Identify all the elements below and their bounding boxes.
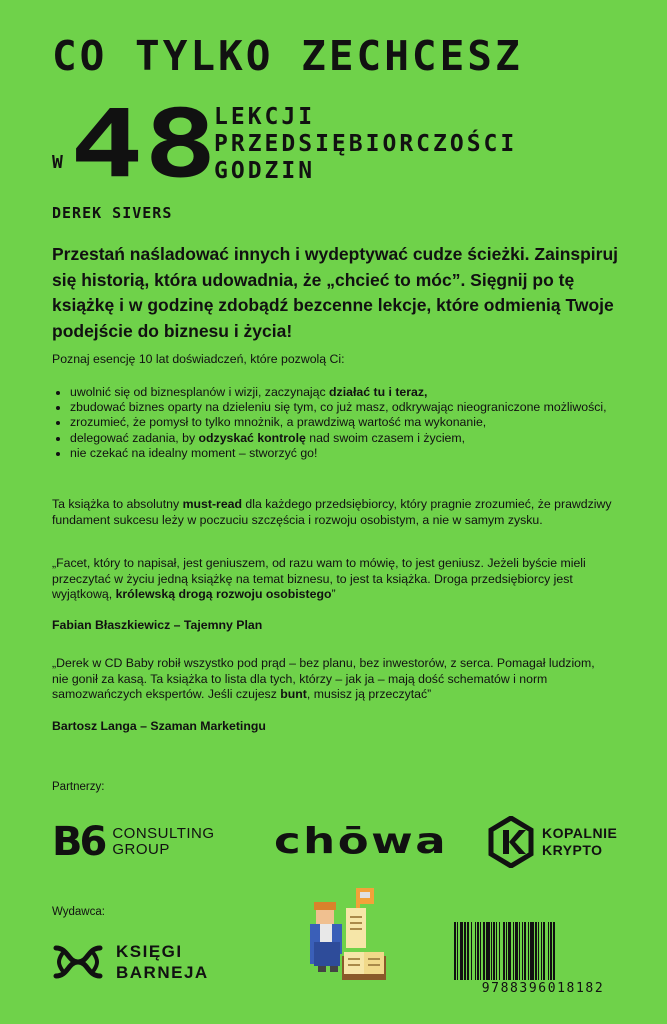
b6-consulting-logo	[52, 819, 215, 865]
ksiegi-text	[116, 941, 209, 983]
bullet-text: zbudować biznes oparty na dzieleniu się tym, co już masz, odkrywając nieograniczone możliwości,	[70, 400, 607, 415]
bullet-text: zrozumieć, że pomysł to tylko mnożnik, a prawdziwą wartość ma wykonanie,	[70, 415, 487, 430]
barcode-bars	[454, 922, 632, 980]
bullet-bold: działać tu i teraz,	[329, 385, 428, 399]
bullet-text-after: nad swoim czasem i życiem,	[305, 430, 466, 445]
kopalnie-line-2: KRYPTO	[542, 842, 603, 858]
bullet-bold: odzyskać kontrolę	[198, 430, 306, 445]
big-number-48: 48	[70, 90, 218, 199]
ksiegi-line-1: KSIĘGI	[116, 942, 183, 961]
knot-icon	[52, 940, 104, 984]
isbn-barcode	[454, 922, 632, 996]
bullet-text: delegować zadania, by	[70, 430, 199, 445]
list-item	[70, 446, 630, 461]
quote-1	[52, 556, 612, 603]
paragraph-text-after: dla każdego przedsiębiorcy, który pragnie zrozumieć, że prawdziwy fundament sukcesu leży w poczuciu szczęścia i rozwoju osobistym, a nie w samym zysku.	[52, 497, 612, 527]
bullet-text: nie czekać na idealny moment – stworzyć go!	[70, 445, 318, 460]
hexagon-k-icon	[488, 816, 534, 868]
paragraph-text: Ta książka to absolutny	[52, 497, 183, 511]
ksiegi-line-2: BARNEJA	[116, 963, 209, 982]
barcode-bar	[555, 922, 557, 980]
benefit-list	[52, 385, 630, 461]
list-item	[70, 400, 630, 415]
b6-text	[112, 826, 214, 858]
list-item	[70, 385, 630, 400]
quote-text-after: , musisz ją przeczytać”	[306, 687, 432, 701]
quote-text: „Derek w CD Baby robił wszystko pod prąd – bez planu, bez inwestorów, z serca. Pomagał ludziom, nie gonił za kasą. Ta książka to lista dla tych, którzy – jak ja – mają dość schematów i norm samozwańczych ekspertów. Jeśli czujesz	[52, 656, 595, 701]
kopalnie-krypto-logo	[488, 816, 617, 868]
list-item	[70, 431, 630, 446]
book-title: CO TYLKO ZECHCESZ	[52, 32, 523, 80]
kopalnie-text	[542, 825, 617, 859]
paragraph-bold: must-read	[182, 497, 243, 511]
publisher-label: Wydawca:	[52, 906, 105, 918]
quote-2-author: Bartosz Langa – Szaman Marketingu	[52, 719, 266, 733]
quote-text-after: ”	[331, 587, 336, 601]
intro-text: Poznaj esencję 10 lat doświadczeń, które pozwolą Ci:	[52, 352, 345, 366]
subtitle-line-2: PRZEDSIĘBIORCZOŚCI	[214, 131, 518, 157]
barcode-number: 9788396018182	[481, 981, 605, 996]
b6-line-1: CONSULTING	[112, 825, 215, 842]
quote-1-author: Fabian Błaszkiewicz – Tajemny Plan	[52, 618, 263, 632]
kopalnie-line-1: KOPALNIE	[542, 825, 618, 841]
chowa-logo: chōwa	[274, 821, 449, 862]
w-letter: W	[52, 152, 65, 173]
subtitle-line-1: LEKCJI	[214, 104, 316, 130]
subtitle-line-3: GODZIN	[214, 158, 316, 184]
b6-mark: B6	[52, 819, 105, 865]
quote-text: „Facet, który to napisał, jest geniuszem, od razu wam to mówię, to jest geniusz. Jeżeli byście mieli przeczytać w życiu jedną książkę na temat biznesu, to jest ta książka. Droga przedsiębiorcy jest wyjątkową,	[52, 556, 586, 601]
author-name: DEREK SIVERS	[52, 204, 173, 222]
quote-2	[52, 656, 612, 703]
subtitle-block	[214, 104, 517, 185]
ksiegi-barneja-logo	[52, 940, 209, 984]
list-item	[70, 415, 630, 430]
bullet-text: uwolnić się od biznesplanów i wizji, zaczynając	[70, 385, 330, 399]
quote-bold: królewską drogą rozwoju osobistego	[115, 587, 332, 601]
b6-line-2: GROUP	[112, 841, 170, 858]
quote-bold: bunt	[280, 687, 307, 701]
lead-paragraph: Przestań naśladować innych i wydeptywać cudze ścieżki. Zainspiruj się historią, która udowadnia, że „chcieć to móc”. Sięgnij po tę książkę i w godzinę zdobądź bezcenne lekcje, które odmienią Twoje podejście do biznesu i życia!	[52, 244, 619, 341]
must-read-paragraph	[52, 497, 612, 528]
partners-label: Partnerzy:	[52, 781, 105, 793]
reading-wizard-illustration	[296, 880, 392, 990]
